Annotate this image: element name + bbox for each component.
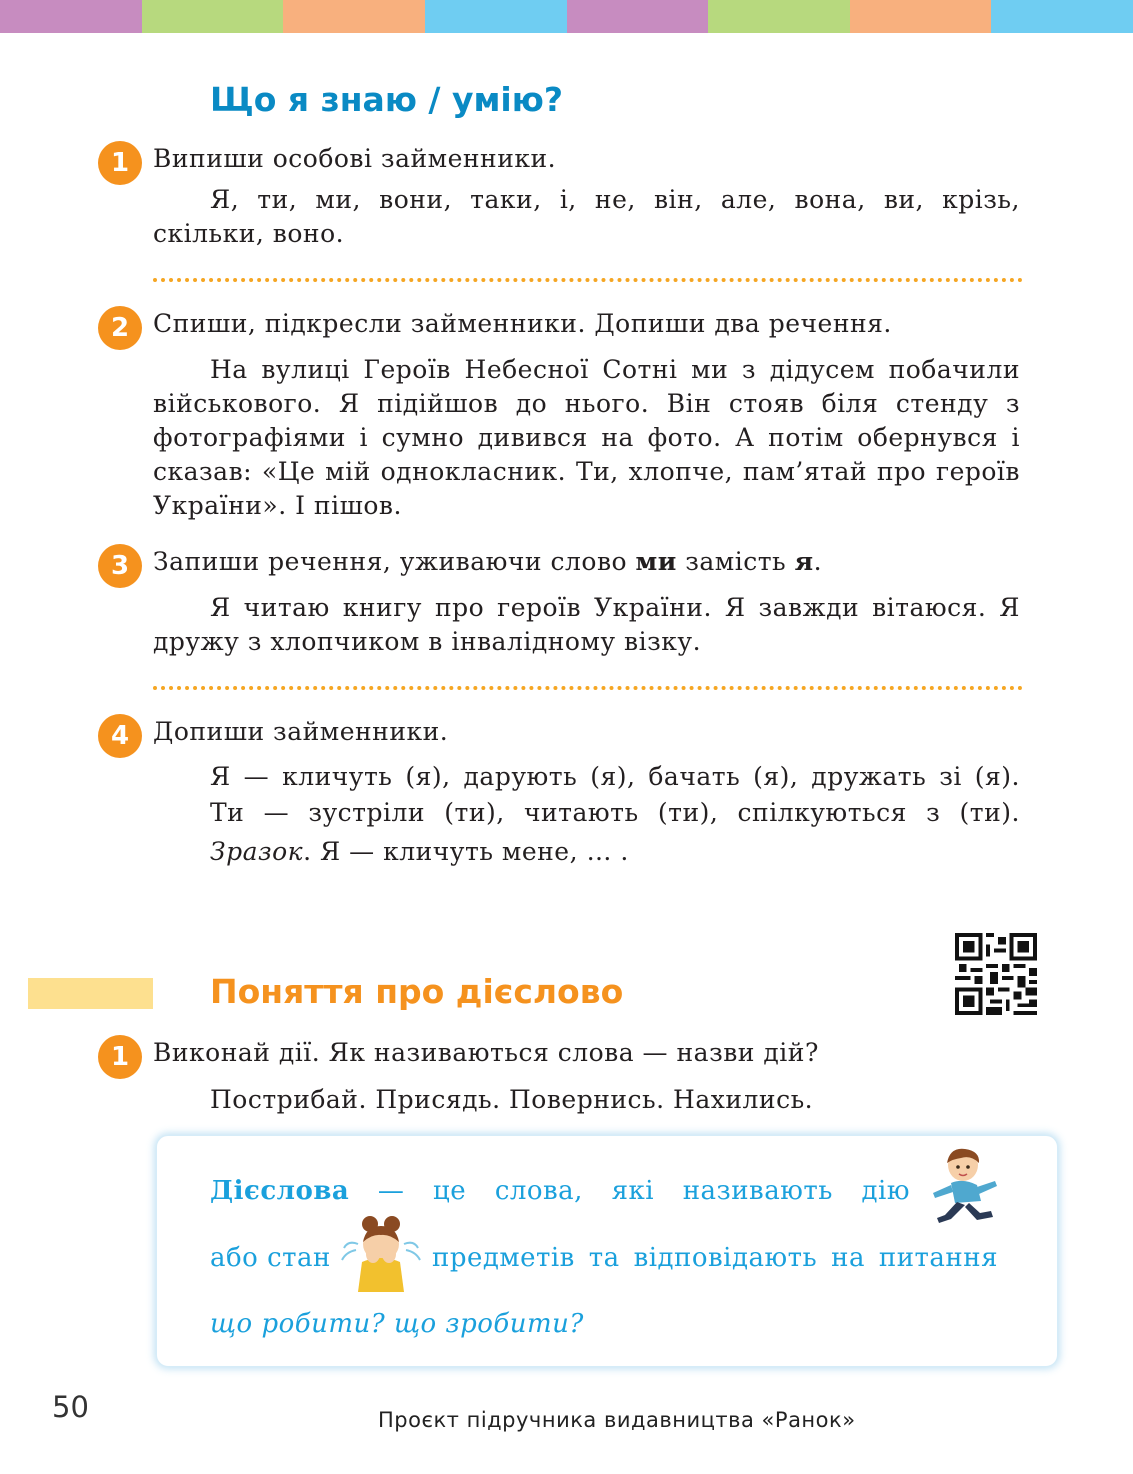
task-text-body: На вулиці Героїв Небесної Сотні ми з дідусем побачили військового. Я підійшов до нього. Він стояв біля стенду з фотографіями і сумно дивився на фото. А потім обернувся і сказав: «Це мій однокласник. Ти, хлопче, пам’ятай про героїв України». І пішов.: [153, 355, 1020, 520]
task-instruction: Допиши займенники.: [153, 717, 449, 746]
sample-label: Зразок: [210, 837, 304, 866]
rule-line-2b: предметів та відповідають на питання: [432, 1243, 998, 1273]
dotted-divider: [153, 278, 1023, 282]
stripe: [425, 0, 567, 33]
stripe: [567, 0, 709, 33]
color-stripe-bar: [0, 0, 1133, 33]
sample-text: . Я — кличуть мене, … .: [303, 837, 629, 866]
task-instruction: [153, 547, 822, 576]
rule-line-1: [210, 1176, 910, 1206]
dotted-divider: [153, 686, 1023, 690]
task-instruction: Випиши особові займенники.: [153, 144, 557, 173]
task-text: [153, 591, 1020, 659]
stripe: [708, 0, 850, 33]
task-number-badge: 4: [98, 714, 142, 758]
sample-line: [210, 834, 629, 870]
rule-term: Дієслова: [210, 1176, 350, 1206]
task-text-body: Я, ти, ми, вони, таки, і, не, він, але, вона, ви, крізь, скільки, воно.: [153, 185, 1020, 248]
task-line: Ти — зустріли (ти), читають (ти), спілкуються з (ти).: [210, 798, 1020, 827]
qr-code-icon[interactable]: [955, 933, 1037, 1015]
task-text-body: Я читаю книгу про героїв України. Я завжди вітаюся. Я дружу з хлопчиком в інвалідному візку.: [153, 593, 1020, 656]
keyword: ми: [635, 547, 677, 576]
task-number-badge: 1: [98, 141, 142, 185]
task-text: Пострибай. Присядь. Повернись. Нахились.: [210, 1085, 814, 1114]
instruction-part: .: [813, 547, 823, 576]
task-text: [153, 353, 1020, 523]
instruction-part: Запиши речення, уживаючи слово: [153, 547, 636, 576]
section-title: Поняття про дієслово: [210, 972, 624, 1011]
rule-text: — це слова, які називають дію: [349, 1176, 910, 1206]
task-number-badge: 1: [98, 1035, 142, 1079]
task-instruction: Виконай дії. Як називаються слова — назви дій?: [153, 1038, 819, 1067]
keyword: я: [794, 547, 814, 576]
instruction-part: замість: [676, 547, 795, 576]
stripe: [142, 0, 284, 33]
task-instruction: Спиши, підкресли займенники. Допиши два речення.: [153, 309, 892, 338]
crying-girl-icon: [340, 1214, 422, 1294]
stripe: [0, 0, 142, 33]
task-text: [153, 183, 1020, 251]
section-title: Що я знаю / умію?: [210, 80, 563, 119]
stripe: [991, 0, 1133, 33]
rule-questions: що робити? що зробити?: [210, 1309, 584, 1339]
task-number-badge: 2: [98, 306, 142, 350]
page-number: 50: [52, 1390, 89, 1424]
section-marker-strip: [28, 978, 153, 1009]
footer-text: Проєкт підручника видавництва «Ранок»: [378, 1408, 856, 1432]
stripe: [850, 0, 992, 33]
task-line: Я — кличуть (я), дарують (я), бачать (я), дружать зі (я).: [210, 762, 1020, 791]
running-boy-icon: [925, 1145, 1000, 1227]
rule-line-2a: або стан: [210, 1243, 331, 1273]
task-number-badge: 3: [98, 544, 142, 588]
stripe: [283, 0, 425, 33]
